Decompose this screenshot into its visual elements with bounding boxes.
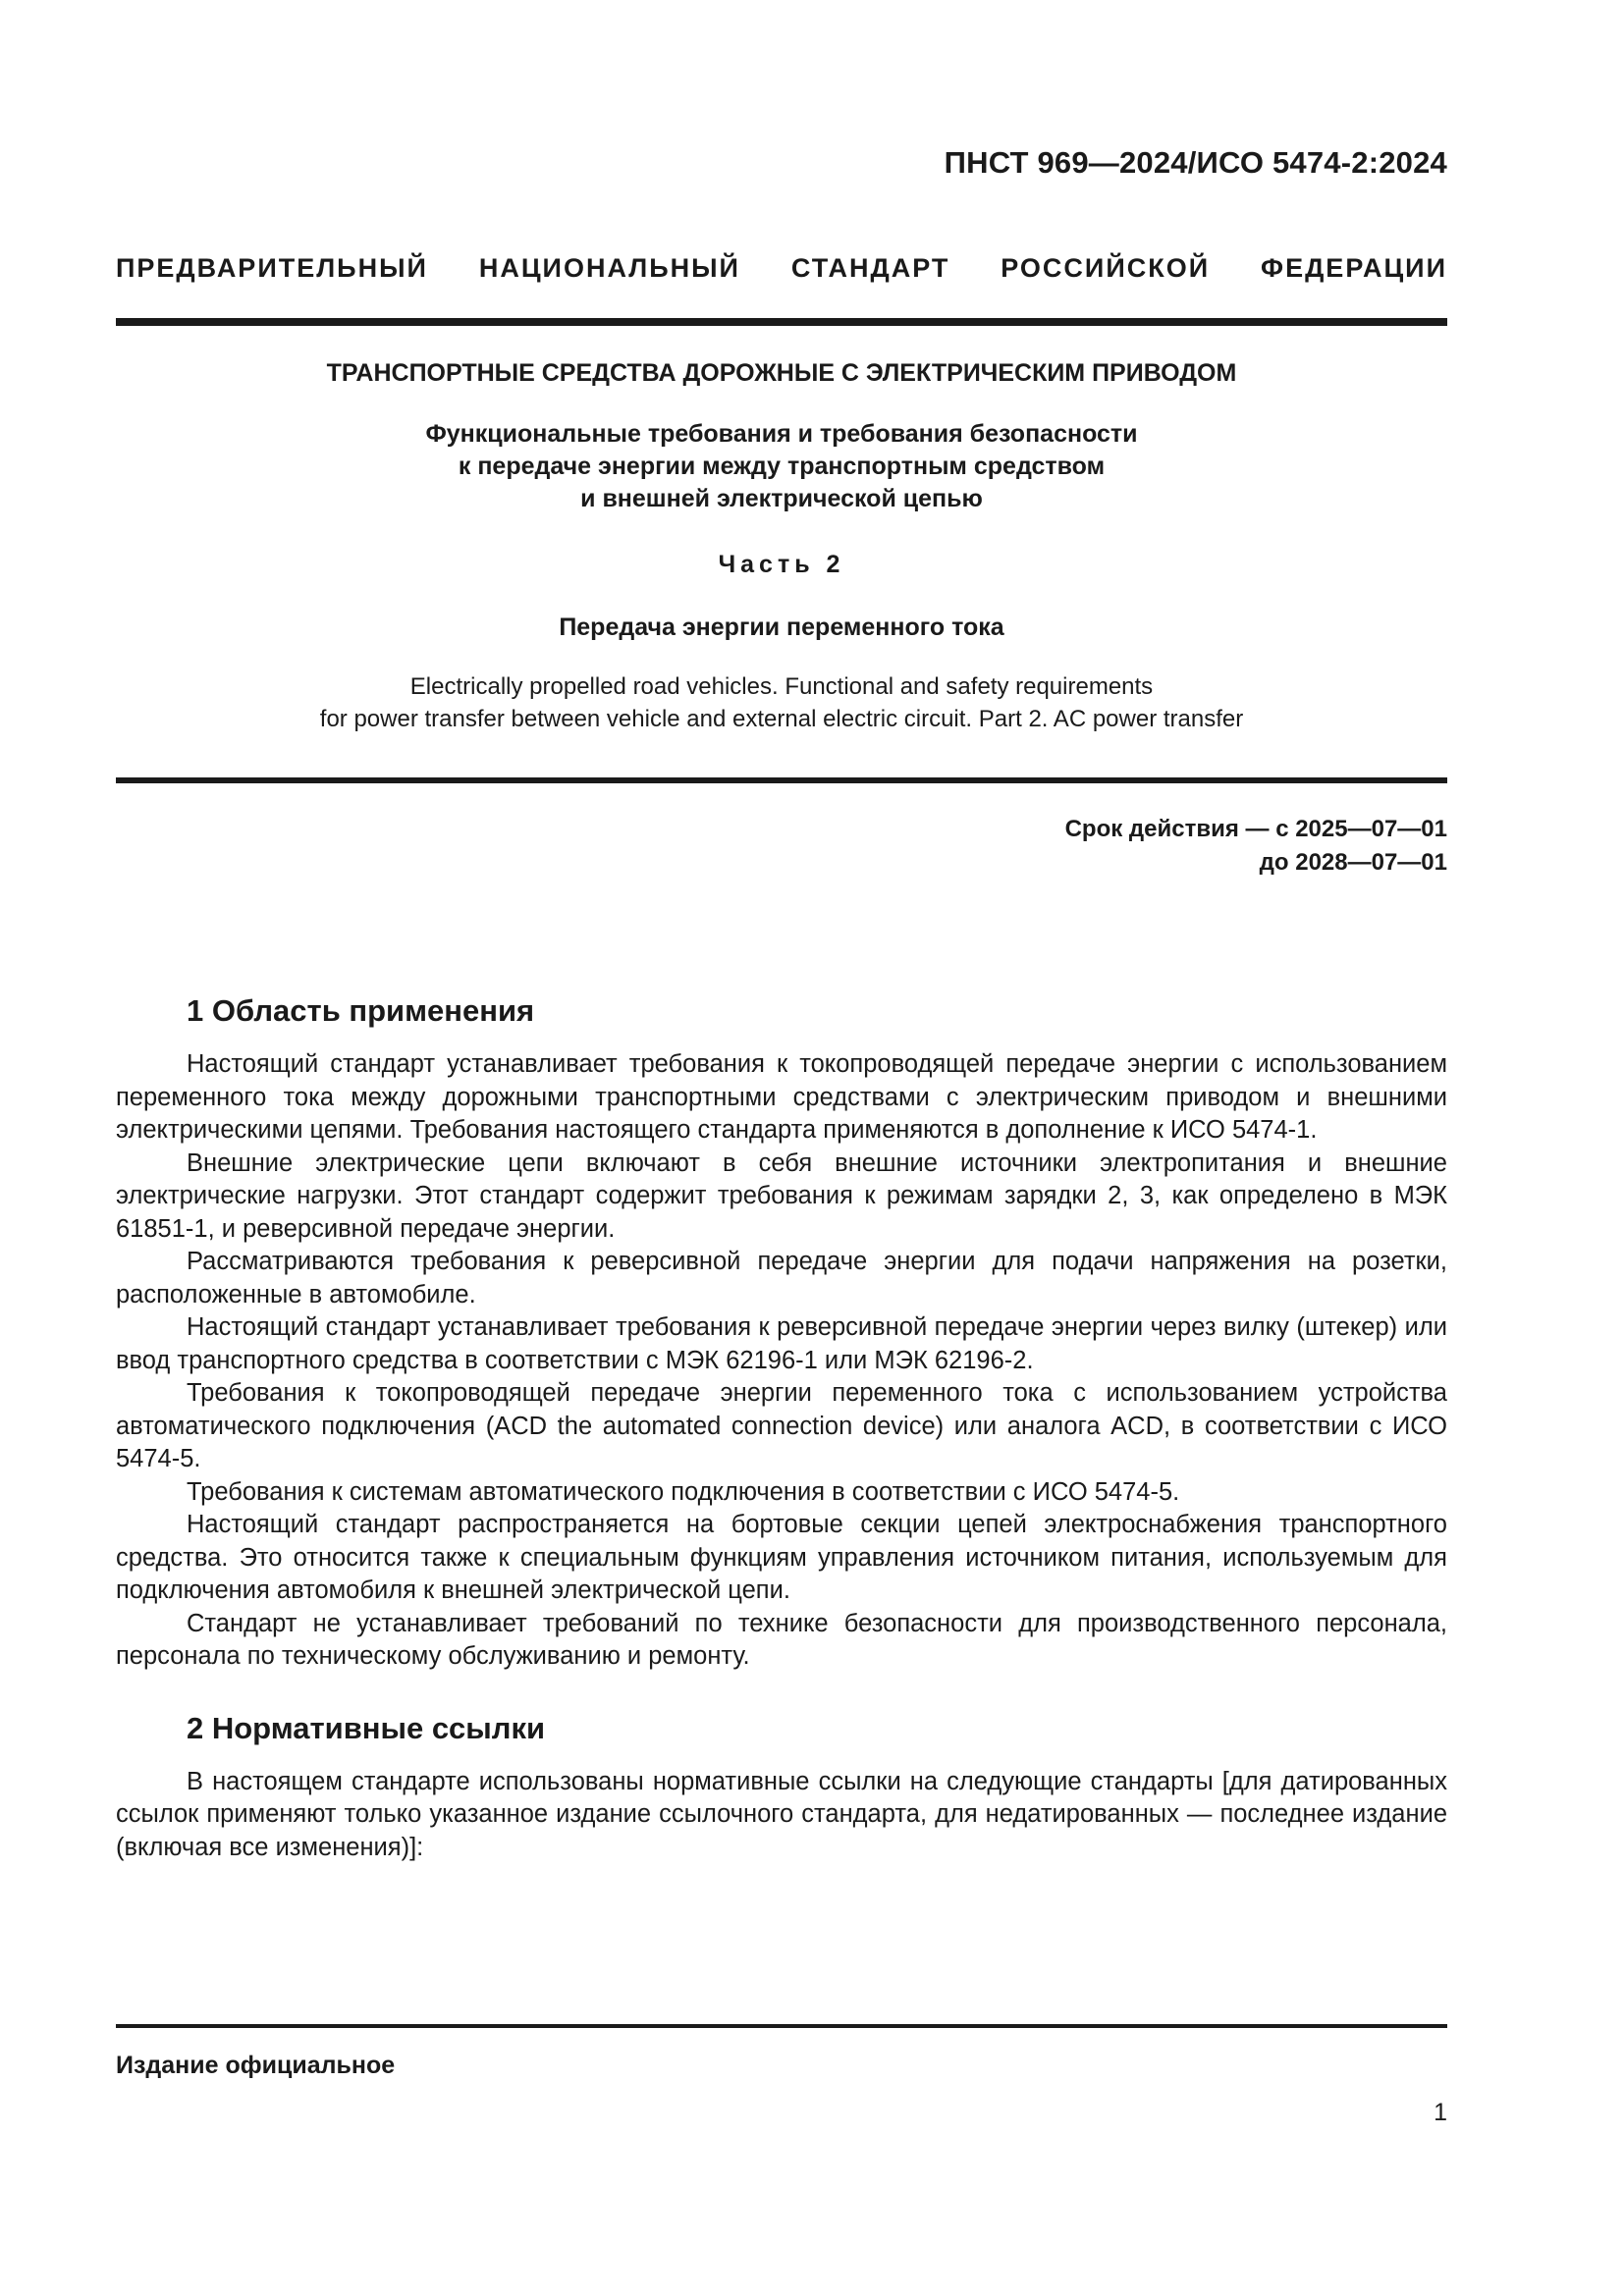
paragraph: Настоящий стандарт распространяется на бортовые секции цепей электроснабжения транспортного средства. Это относится также к специальным функциям управления источником питания, используемым для подключения автомобиля к внешней электрической цепи. <box>116 1511 1447 1604</box>
part-title: Передача энергии переменного тока <box>559 614 1004 641</box>
paragraph: Настоящий стандарт устанавливает требования к токопроводящей передаче энергии с использованием переменного тока между дорожными транспортными средствами с электрическим приводом и внешними электрическими цепями. Требования настоящего стандарта применяются в дополнение к ИСО 5474-1. <box>116 1050 1447 1144</box>
english-title <box>116 670 1447 735</box>
official-edition-label: Издание официальное <box>116 2052 396 2079</box>
english-title-line: Electrically propelled road vehicles. Functional and safety requirements <box>409 673 1154 700</box>
validity-end: до 2028—07—01 <box>1259 849 1447 876</box>
main-title: ТРАНСПОРТНЫЕ СРЕДСТВА ДОРОЖНЫЕ С ЭЛЕКТРИЧЕСКИМ ПРИВОДОМ <box>326 359 1237 387</box>
document-body <box>116 991 1447 1864</box>
top-divider <box>116 318 1447 326</box>
section-heading-references: 2 Нормативные ссылки <box>187 1710 546 1745</box>
section-heading-scope: 1 Область применения <box>187 993 535 1028</box>
paragraph: Требования к системам автоматического подключения в соответствии с ИСО 5474-5. <box>187 1477 1180 1506</box>
paragraph: Стандарт не устанавливает требований по технике безопасности для производственного персонала, персонала по техническому обслуживанию и ремонту. <box>116 1609 1447 1670</box>
paragraph: Требования к токопроводящей передаче энергии переменного тока с использованием устройства автоматического подключения (ACD the automated connection device) или аналога ACD, в соответствии с ИСО 5474-5. <box>116 1379 1447 1472</box>
sub-title-line: Функциональные требования и требования безопасности <box>425 420 1138 448</box>
sub-title <box>116 418 1447 515</box>
english-title-line: for power transfer between vehicle and external electric circuit. Part 2. AC power transfer <box>319 706 1244 732</box>
part-label: Часть 2 <box>718 551 845 578</box>
document-code: ПНСТ 969—2024/ИСО 5474-2:2024 <box>944 145 1447 180</box>
paragraph: Внешние электрические цепи включают в себя внешние источники электропитания и внешние электрические нагрузки. Этот стандарт содержит требования к режимам зарядки 2, 3, как определено в МЭК 61851-1, и реверсивной передаче энергии. <box>116 1148 1447 1243</box>
title-block <box>116 353 1447 735</box>
sub-title-line: к передаче энергии между транспортным средством <box>458 453 1106 480</box>
paragraph: Настоящий стандарт устанавливает требования к реверсивной передаче энергии через вилку (штекер) или ввод транспортного средства в соответствии с МЭК 62196-1 или МЭК 62196-2. <box>116 1313 1447 1374</box>
footer-divider <box>116 2024 1447 2028</box>
title-divider <box>116 777 1447 783</box>
page-number: 1 <box>1434 2099 1447 2126</box>
validity-period <box>1065 813 1447 880</box>
paragraph: В настоящем стандарте использованы нормативные ссылки на следующие стандарты [для датированных ссылок применяют только указанное издание ссылочного стандарта, для недатированных — последнее издание (включая все изменения)]: <box>116 1767 1447 1861</box>
validity-start: Срок действия — с 2025—07—01 <box>1064 816 1447 842</box>
sub-title-line: и внешней электрической цепью <box>580 485 983 512</box>
paragraph: Рассматриваются требования к реверсивной передаче энергии для подачи напряжения на розетки, расположенные в автомобиле. <box>116 1248 1447 1308</box>
standard-type-heading: ПРЕДВАРИТЕЛЬНЫЙ НАЦИОНАЛЬНЫЙ СТАНДАРТ РОССИЙСКОЙ ФЕДЕРАЦИИ <box>116 253 1447 283</box>
